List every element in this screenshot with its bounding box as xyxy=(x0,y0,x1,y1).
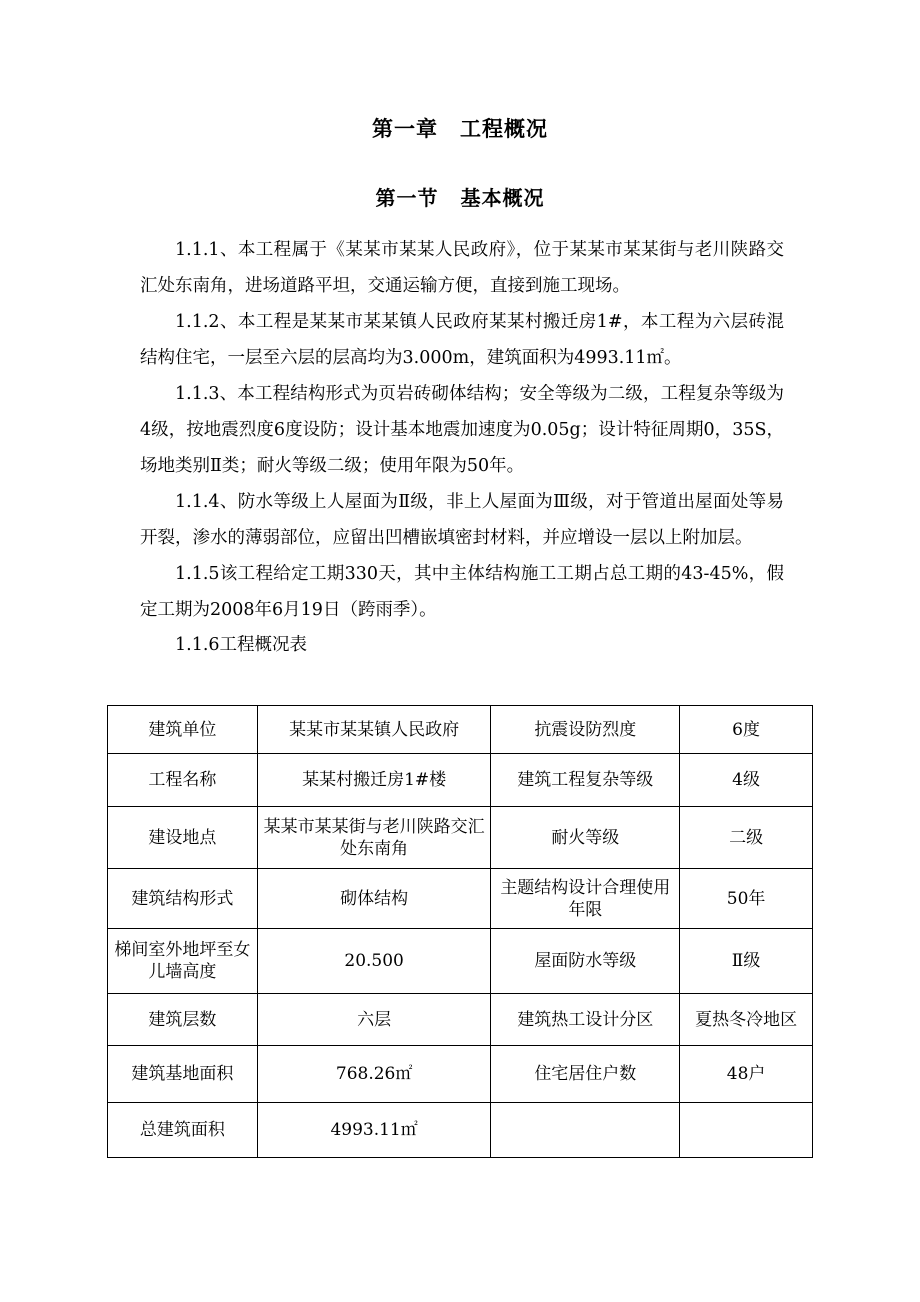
chapter-name: 工程概况 xyxy=(460,117,548,141)
paragraph-1-1-1: 1.1.1、本工程属于《某某市某某人民政府》，位于某某市某某街与老川陕路交汇处东南角，进场道路平坦，交通运输方便，直接到施工现场。 xyxy=(140,240,784,296)
table-cell: 屋面防水等级 xyxy=(491,929,680,994)
chapter-title xyxy=(0,113,920,143)
table-cell: 48户 xyxy=(680,1046,813,1103)
table-cell: 6度 xyxy=(680,706,813,754)
table-cell: 夏热冬冷地区 xyxy=(680,994,813,1046)
table-cell xyxy=(491,1103,680,1158)
table-cell: 768.26㎡ xyxy=(257,1046,491,1103)
table-cell: 4级 xyxy=(680,754,813,807)
table-cell: 住宅居住户数 xyxy=(491,1046,680,1103)
table-cell: 20.500 xyxy=(257,929,491,994)
table-row xyxy=(108,929,813,994)
table-row xyxy=(108,994,813,1046)
paragraph-1-1-2: 1.1.2、本工程是某某市某某镇人民政府某某村搬迁房1#，本工程为六层砖混结构住宅，一层至六层的层高均为3.000m，建筑面积为4993.11㎡。 xyxy=(140,312,784,368)
section-name: 基本概况 xyxy=(460,186,545,210)
table-cell: 梯间室外地坪至女儿墙高度 xyxy=(108,929,258,994)
table-cell: 建筑热工设计分区 xyxy=(491,994,680,1046)
table-row xyxy=(108,1103,813,1158)
table-row xyxy=(108,869,813,929)
table-row xyxy=(108,1046,813,1103)
table-cell: 建筑结构形式 xyxy=(108,869,258,929)
table-cell: 二级 xyxy=(680,807,813,869)
table-cell: 某某市某某街与老川陕路交汇处东南角 xyxy=(257,807,491,869)
table-cell: 主题结构设计合理使用年限 xyxy=(491,869,680,929)
table-cell: 某某村搬迁房1#楼 xyxy=(257,754,491,807)
table-caption: 1.1.6工程概况表 xyxy=(175,635,308,655)
table-row xyxy=(108,754,813,807)
chapter-number: 第一章 xyxy=(372,117,438,141)
table-cell: 某某市某某镇人民政府 xyxy=(257,706,491,754)
table-row xyxy=(108,807,813,869)
table-cell: 工程名称 xyxy=(108,754,258,807)
paragraph-1-1-4: 1.1.4、防水等级上人屋面为Ⅱ级，非上人屋面为Ⅲ级，对于管道出屋面处等易开裂，渗水的薄弱部位，应留出凹槽嵌填密封材料，并应增设一层以上附加层。 xyxy=(140,492,784,548)
table-cell: 抗震设防烈度 xyxy=(491,706,680,754)
table-cell: 建筑基地面积 xyxy=(108,1046,258,1103)
table-cell: 总建筑面积 xyxy=(108,1103,258,1158)
table-cell: 建筑工程复杂等级 xyxy=(491,754,680,807)
table-cell: 建筑单位 xyxy=(108,706,258,754)
table-cell: Ⅱ级 xyxy=(680,929,813,994)
paragraph-1-1-5: 1.1.5该工程给定工期330天，其中主体结构施工工期占总工期的43-45%，假定工期为2008年6月19日（跨雨季）。 xyxy=(140,564,784,620)
table-cell: 六层 xyxy=(257,994,491,1046)
table-cell: 4993.11㎡ xyxy=(257,1103,491,1158)
section-number: 第一节 xyxy=(375,186,439,210)
table-cell: 建筑层数 xyxy=(108,994,258,1046)
table-cell xyxy=(680,1103,813,1158)
paragraph-1-1-3: 1.1.3、本工程结构形式为页岩砖砌体结构；安全等级为二级，工程复杂等级为4级，按地震烈度6度设防；设计基本地震加速度为0.05g；设计特征周期0，35S，场地类别Ⅱ类；耐火等级二级；使用年限为50年。 xyxy=(140,384,784,476)
section-title xyxy=(0,182,920,211)
table-cell: 耐火等级 xyxy=(491,807,680,869)
table-cell: 50年 xyxy=(680,869,813,929)
table-cell: 砌体结构 xyxy=(257,869,491,929)
table-row xyxy=(108,706,813,754)
project-overview-table xyxy=(107,705,813,1158)
document-body xyxy=(140,232,784,662)
table-cell: 建设地点 xyxy=(108,807,258,869)
